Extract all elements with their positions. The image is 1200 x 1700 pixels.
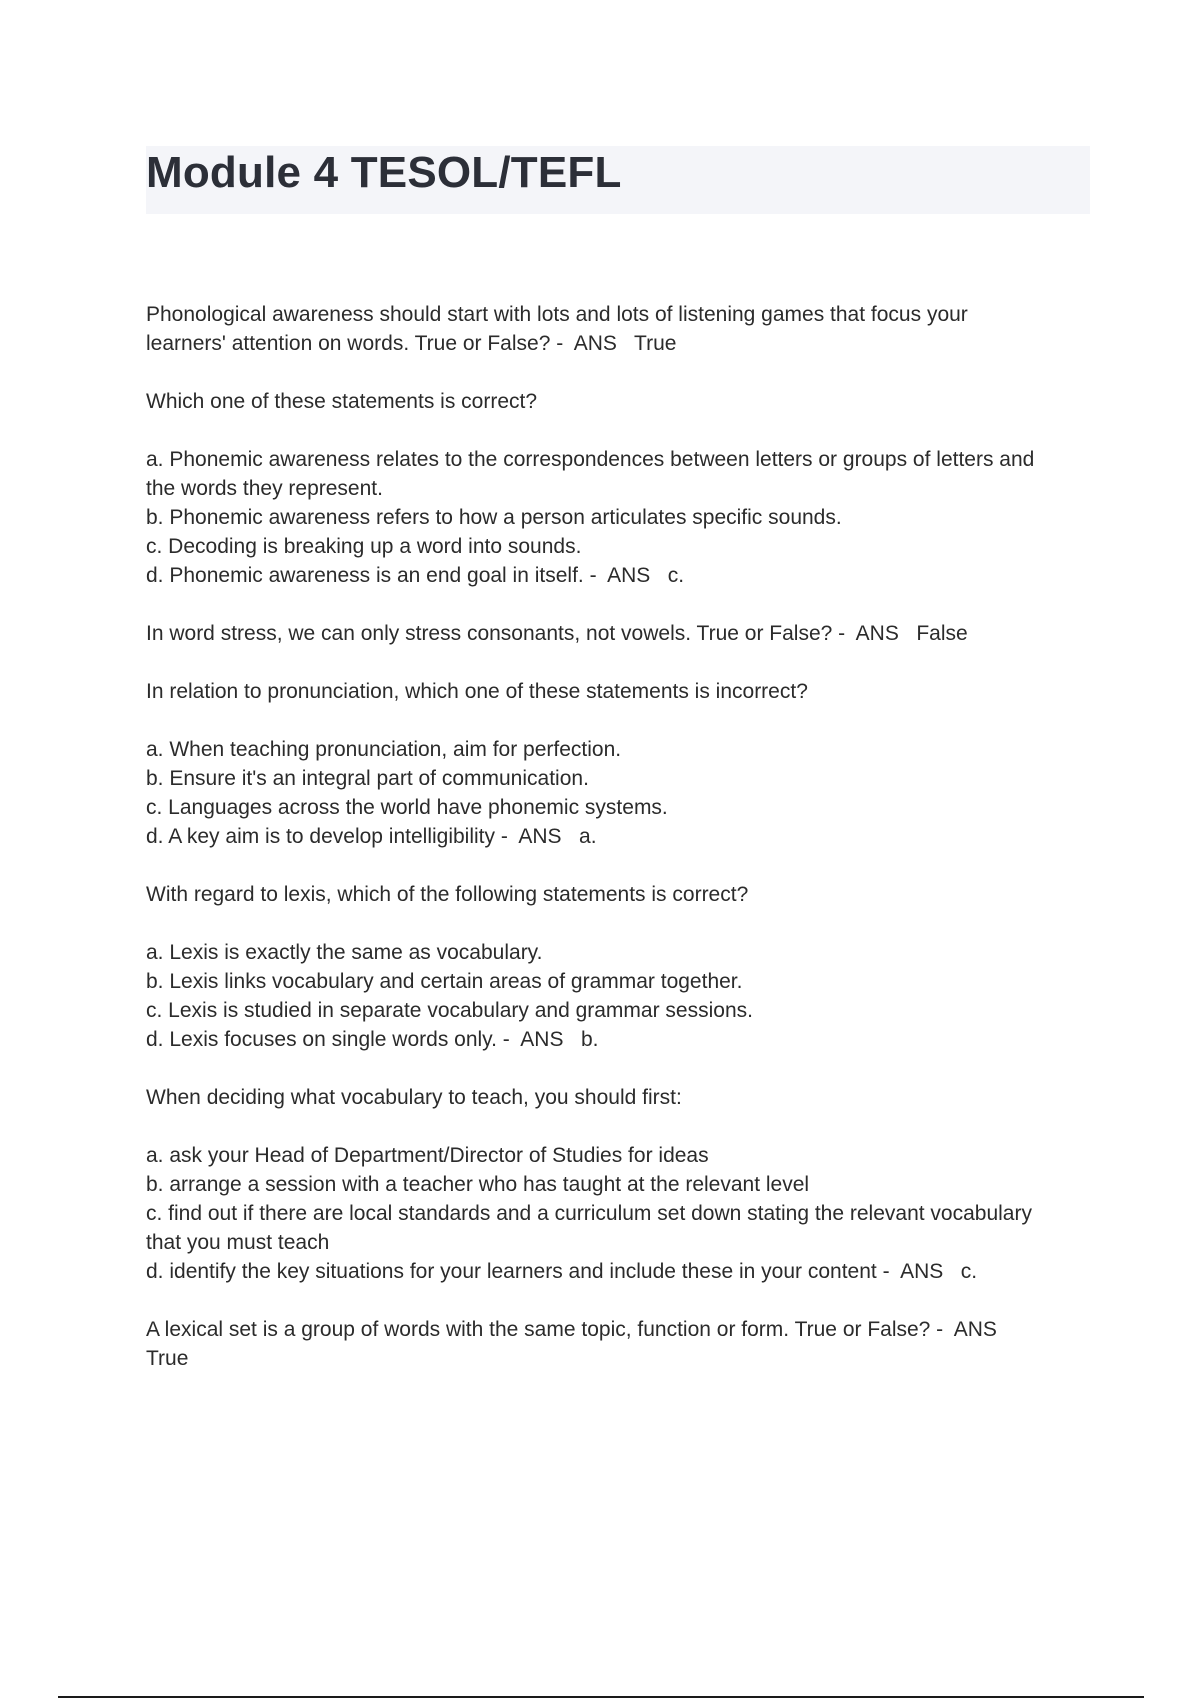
option-line: a. When teaching pronunciation, aim for perfection.: [146, 738, 622, 761]
option-line: a. Phonemic awareness relates to the correspondences between letters or groups of letters and: [146, 448, 1035, 471]
option-line: b. Phonemic awareness refers to how a person articulates specific sounds.: [146, 506, 842, 529]
page-title: Module 4 TESOL/TEFL: [146, 148, 622, 197]
option-line: d. Phonemic awareness is an end goal in itself. - ANS c.: [146, 564, 685, 587]
blank-line: [146, 909, 1092, 938]
option-line: b. Lexis links vocabulary and certain areas of grammar together.: [146, 970, 743, 993]
question-line: In word stress, we can only stress consonants, not vowels. True or False? - ANS False: [146, 622, 968, 645]
option-line: d. identify the key situations for your learners and include these in your content - ANS c.: [146, 1260, 978, 1283]
qa-item-2: [146, 387, 1092, 590]
option-line: a. ask your Head of Department/Director of Studies for ideas: [146, 1144, 709, 1167]
option-line: the words they represent.: [146, 477, 383, 500]
option-line: b. Ensure it's an integral part of communication.: [146, 767, 589, 790]
option-line: c. Decoding is breaking up a word into sounds.: [146, 535, 582, 558]
question-line: Phonological awareness should start with lots and lots of listening games that focus your: [146, 303, 968, 326]
question-line: With regard to lexis, which of the following statements is correct?: [146, 883, 749, 906]
question-line: learners' attention on words. True or False? - ANS True: [146, 332, 677, 355]
qa-item-3: [146, 619, 1092, 648]
qa-item-5: [146, 880, 1092, 1054]
option-line: d. A key aim is to develop intelligibility - ANS a.: [146, 825, 597, 848]
option-line: c. find out if there are local standards and a curriculum set down stating the relevant vocabulary: [146, 1202, 1032, 1225]
blank-line: [146, 706, 1092, 735]
question-line: In relation to pronunciation, which one of these statements is incorrect?: [146, 680, 808, 703]
qa-item-7: [146, 1315, 1092, 1373]
qa-item-6: [146, 1083, 1092, 1286]
question-line: Which one of these statements is correct?: [146, 390, 538, 413]
blank-line: [146, 416, 1092, 445]
qa-item-4: [146, 677, 1092, 851]
question-line: When deciding what vocabulary to teach, you should first:: [146, 1086, 682, 1109]
option-line: c. Lexis is studied in separate vocabulary and grammar sessions.: [146, 999, 753, 1022]
footer-divider: [58, 1696, 1144, 1698]
question-line: True: [146, 1347, 189, 1370]
blank-line: [146, 1112, 1092, 1141]
option-line: b. arrange a session with a teacher who has taught at the relevant level: [146, 1173, 810, 1196]
option-line: c. Languages across the world have phonemic systems.: [146, 796, 668, 819]
qa-item-1: [146, 300, 1092, 358]
qa-content: [146, 300, 1092, 1402]
option-line: d. Lexis focuses on single words only. - ANS b.: [146, 1028, 599, 1051]
option-line: that you must teach: [146, 1231, 330, 1254]
question-line: A lexical set is a group of words with the same topic, function or form. True or False? - ANS: [146, 1318, 997, 1341]
option-line: a. Lexis is exactly the same as vocabulary.: [146, 941, 543, 964]
